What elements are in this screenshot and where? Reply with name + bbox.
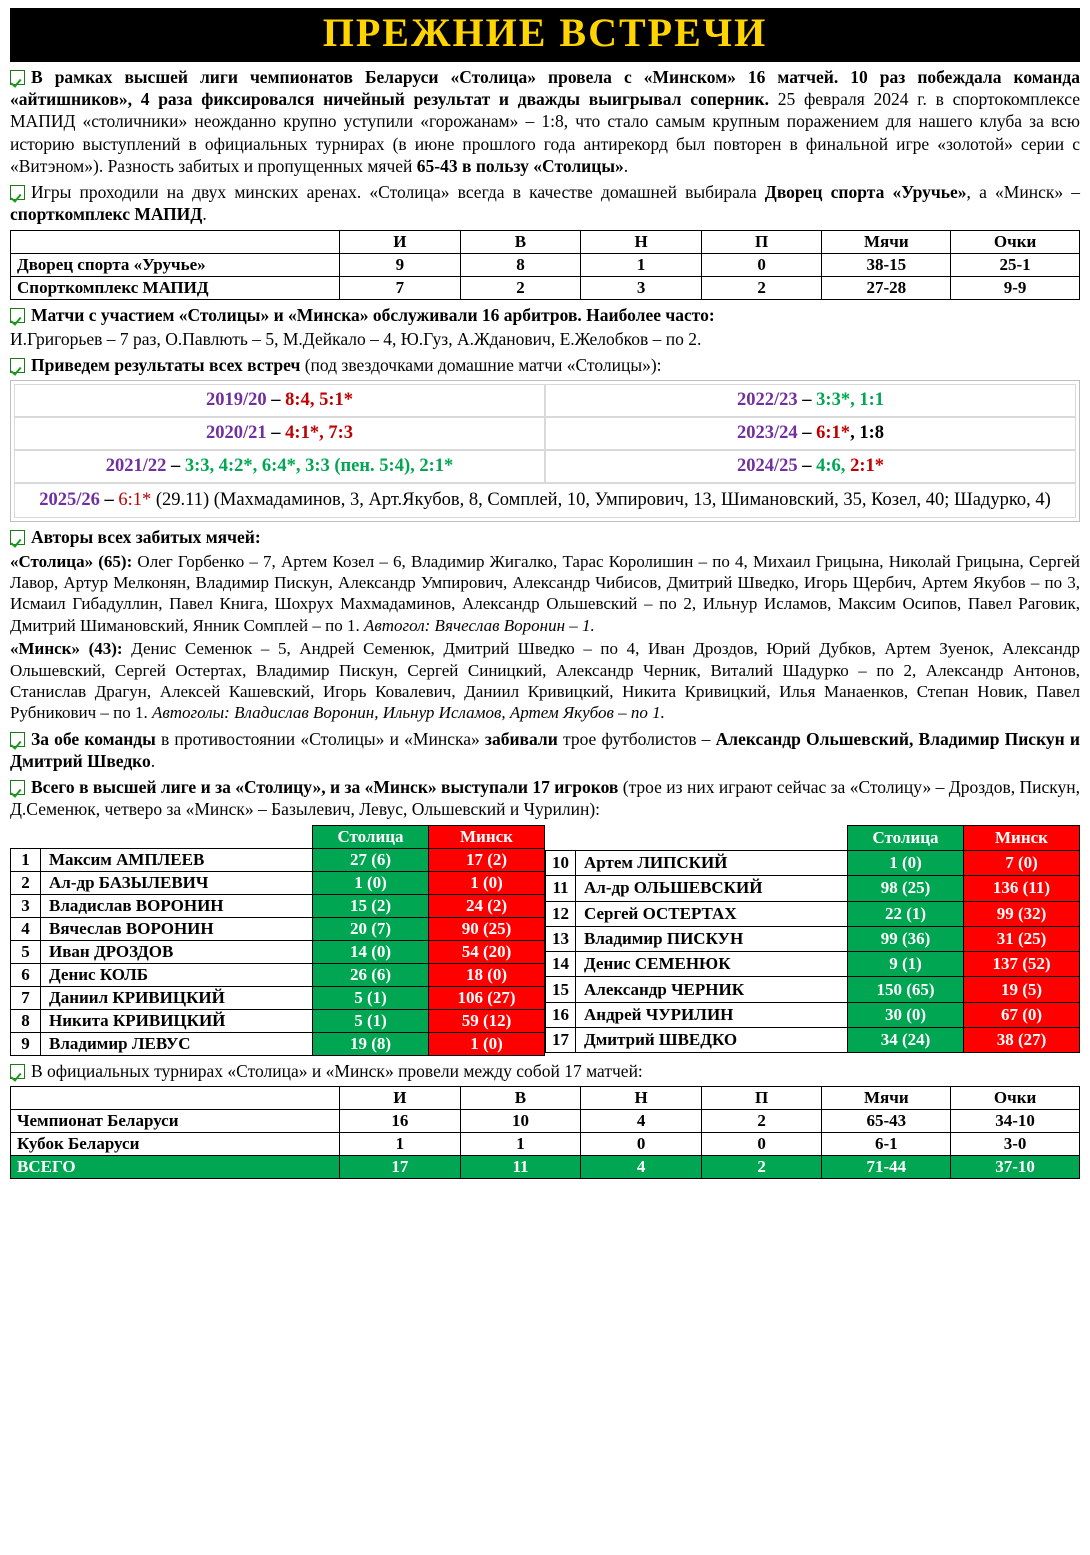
scorers-stolica-label: «Столица» (65): [10,551,133,571]
scorers-lead [10,526,1080,548]
season-dash: – [266,423,286,444]
season-note: (29.11) (Махмадаминов, 3, Арт.Якубов, 8, Сомплей, 10, Умпирович, 13, Шимановский, 35, Козел, 40; Шадурко, 4) [151,490,1051,511]
arena-cell: 7 [340,276,461,299]
player-num: 5 [11,940,41,963]
total-label: ВСЕГО [11,1155,340,1178]
season-cell-last [14,483,1076,518]
check-icon [10,780,25,795]
table-row [546,926,1080,951]
table-row [11,963,545,986]
intro-p1-bold-b: 16 матчей. 10 раз побеждала команда «айтишников», 4 раза фиксировался ничейный результат и дважды выигрывал соперник. [10,67,1080,110]
player-num: 14 [546,952,576,977]
tournament-cell: 1 [460,1132,581,1155]
player-stolica-stat: 26 (6) [313,963,429,986]
arena-cell: 38-15 [822,253,951,276]
both-teams-paragraph [10,728,1080,772]
intro-p2-a: Игры проходили на двух минских аренах. «Столица» всегда в качестве домашней выбирала [31,182,765,203]
arena-cell: 9-9 [951,276,1080,299]
table-row [546,876,1080,901]
col-header-v: В [460,230,581,253]
tournament-name: Кубок Беларуси [11,1132,340,1155]
col-header-blank [11,230,340,253]
intro-p1-tail-bold: 65-43 в пользу «Столицы» [416,155,624,176]
table-header-row [11,825,545,848]
arena-cell: 2 [701,276,822,299]
player-name: Александр ЧЕРНИК [576,977,848,1002]
tournament-cell: 1 [340,1132,461,1155]
player-minsk-stat: 1 (0) [429,1032,545,1055]
player-num: 11 [546,876,576,901]
arena-cell: 8 [460,253,581,276]
table-row-spacer [546,1053,1080,1056]
results-lead [10,354,1080,376]
scorers-minsk-label: «Минск» (43): [10,639,123,659]
season-score-green: 3:3, 4:2*, 6:4*, 3:3 (пен. 5:4), 2:1* [184,456,454,477]
season-label: 2019/20 [206,390,267,411]
season-row [14,417,1076,450]
player-minsk-stat: 31 (25) [964,926,1080,951]
intro-paragraph-1 [10,66,1080,177]
player-stolica-stat: 14 (0) [313,940,429,963]
intro-p1-tail: . [623,155,629,176]
both-teams-c: забивали [484,728,558,749]
player-name: Владимир ЛЕВУС [41,1032,313,1055]
intro-p2-d: . [202,204,207,225]
season-cell [14,384,545,417]
table-row [11,986,545,1009]
player-stolica-stat: 27 (6) [313,848,429,871]
season-cell [545,450,1076,483]
col-header-minsk: Минск [964,825,1080,850]
official-lead [10,1060,1080,1082]
table-row [546,1002,1080,1027]
season-dash: – [266,390,286,411]
total-cell: 2 [701,1155,822,1178]
player-minsk-stat: 18 (0) [429,963,545,986]
season-dash: – [797,423,817,444]
player-name: Максим АМПЛЕЕВ [41,848,313,871]
players-table-right [545,825,1080,1056]
col-header-n: Н [581,230,702,253]
col-header-n: Н [581,1086,702,1109]
table-row [11,848,545,871]
tournament-cell: 2 [701,1109,822,1132]
table-row [11,1032,545,1055]
player-stolica-stat: 9 (1) [848,952,964,977]
arena-cell: 27-28 [822,276,951,299]
scorers-stolica [10,551,1080,637]
player-name: Сергей ОСТЕРТАХ [576,901,848,926]
intro-p2-c: , а «Минск» – [966,182,1081,203]
season-label: 2023/24 [737,423,798,444]
both-teams-d: трое футболистов – [557,728,716,749]
player-num: 8 [11,1009,41,1032]
referees-list [10,328,1080,350]
player-num: 6 [11,963,41,986]
intro-p1-rest: 25 февраля 2024 г. в спортокомплексе МАПИД «столичники» неожданно крупно уступили «горожанам» – 1:8, что стало самым крупным поражением для нашего клуба за всю историю выступлений в официальных турнирах (в июне прошлого года антирекорд был повторен в финальной игре «золотой» серии с «Витэном»). Разность забитых и пропущенных мячей [10,89,1080,176]
season-score-red: 4:1*, 7:3 [285,423,353,444]
col-header-empty [11,825,41,848]
season-label: 2024/25 [737,456,798,477]
season-row [14,483,1076,518]
tournament-cell: 4 [581,1109,702,1132]
official-lead-text: В официальных турнирах «Столица» и «Минск» провели между собой 17 матчей: [31,1060,643,1081]
both-teams-e: Александр Ольшевский, Владимир Пискун и Дмитрий Шведко [10,728,1080,771]
season-dash: – [797,456,817,477]
table-row [11,276,1080,299]
both-leagues-a: Всего в высшей лиге и за «Столицу», и за «Минск» выступали 17 игроков [31,777,619,798]
results-lead-bold: Приведем результаты всех встреч [31,354,301,375]
season-label: 2020/21 [206,423,267,444]
player-stolica-stat: 34 (24) [848,1028,964,1053]
player-name: Артем ЛИПСКИЙ [576,850,848,875]
col-header-empty [41,825,313,848]
season-cell [545,417,1076,450]
season-label: 2025/26 [39,490,100,511]
intro-paragraph-2 [10,181,1080,225]
col-header-goals: Мячи [822,1086,951,1109]
both-teams-f: . [150,751,156,771]
table-row [546,901,1080,926]
table-header-row [11,1086,1080,1109]
scorers-lead-bold: Авторы всех забитых мячей: [31,527,261,548]
table-row [11,1009,545,1032]
scorers-stolica-own-goal: Автогол: Вячеслав Воронин – 1. [363,615,595,635]
tournament-cell: 34-10 [951,1109,1080,1132]
player-stolica-stat: 19 (8) [313,1032,429,1055]
player-minsk-stat: 1 (0) [429,871,545,894]
player-minsk-stat: 24 (2) [429,894,545,917]
players-tables [10,825,1080,1056]
season-score-red: 8:4, 5:1* [285,390,353,411]
table-row [11,917,545,940]
player-num: 1 [11,848,41,871]
check-icon [10,185,25,200]
season-score-green: 4:6, [816,456,851,477]
both-teams-a: За обе команды [31,728,156,749]
check-icon [10,1064,25,1079]
arena-cell: 0 [701,253,822,276]
col-header-points: Очки [951,1086,1080,1109]
scorers-minsk [10,638,1080,724]
season-label: 2022/23 [737,390,798,411]
col-header-stolica: Столица [313,825,429,848]
official-table [10,1086,1080,1179]
season-score-red: 2:1* [850,456,884,477]
col-header-empty [576,825,848,850]
both-leagues-paragraph [10,776,1080,820]
player-minsk-stat: 99 (32) [964,901,1080,926]
player-minsk-stat: 7 (0) [964,850,1080,875]
table-row [11,894,545,917]
scorers-minsk-text: Денис Семенюк – 5, Андрей Семенюк, Дмитрий Шведко – по 4, Иван Дроздов, Юрий Дубков, Артем Зуенок, Александр Ольшевский, Сергей Остертах, Владимир Пискун, Сергей Синицкий, Александр Черник, Виталий Шадурко – по 2, Александр Антонов, Станислав Драгун, Алексей Кашевский, Игорь Ковалевич, Даниил Кривицкий, Никита Кривицкий, Илья Манаенков, Степан Новик, Павел Рубникович – по 1. [10,639,1080,723]
player-minsk-stat: 17 (2) [429,848,545,871]
table-row [546,850,1080,875]
arenas-table [10,230,1080,300]
player-name: Никита КРИВИЦКИЙ [41,1009,313,1032]
season-dash: – [99,490,119,511]
tournament-cell: 0 [701,1132,822,1155]
col-header-i: И [340,230,461,253]
tournament-name: Чемпионат Беларуси [11,1109,340,1132]
player-minsk-stat: 67 (0) [964,1002,1080,1027]
player-stolica-stat: 150 (65) [848,977,964,1002]
season-dash: – [166,456,185,477]
player-name: Иван ДРОЗДОВ [41,940,313,963]
table-row [11,940,545,963]
arena-cell: 9 [340,253,461,276]
referees-paragraph [10,304,1080,326]
player-name: Владимир ПИСКУН [576,926,848,951]
check-icon [10,732,25,747]
check-icon [10,530,25,545]
col-header-p: П [701,230,822,253]
season-label: 2021/22 [105,456,167,477]
player-stolica-stat: 5 (1) [313,986,429,1009]
season-score-tail: , 1:8 [850,423,884,444]
col-header-v: В [460,1086,581,1109]
total-cell: 37-10 [951,1155,1080,1178]
player-stolica-stat: 99 (36) [848,926,964,951]
intro-p2-arena2: спорткомплекс МАПИД [10,204,203,225]
col-header-points: Очки [951,230,1080,253]
player-minsk-stat: 106 (27) [429,986,545,1009]
player-stolica-stat: 1 (0) [313,871,429,894]
col-header-empty [546,825,576,850]
player-name: Денис СЕМЕНЮК [576,952,848,977]
results-lead-rest: (под звездочками домашние матчи «Столицы»): [300,354,662,375]
season-row [14,384,1076,417]
season-score-red: 6:1* [816,423,851,444]
season-cell [545,384,1076,417]
player-num: 17 [546,1028,576,1053]
table-row [11,1132,1080,1155]
players-table-left [10,825,545,1056]
arena-cell: 3 [581,276,702,299]
player-stolica-stat: 98 (25) [848,876,964,901]
col-header-i: И [340,1086,461,1109]
player-stolica-stat: 1 (0) [848,850,964,875]
col-header-blank [11,1086,340,1109]
tournament-cell: 0 [581,1132,702,1155]
total-cell: 71-44 [822,1155,951,1178]
player-num: 4 [11,917,41,940]
player-num: 13 [546,926,576,951]
player-minsk-stat: 137 (52) [964,952,1080,977]
table-row [546,952,1080,977]
table-row [11,871,545,894]
check-icon [10,308,25,323]
table-row [11,253,1080,276]
col-header-stolica: Столица [848,825,964,850]
arena-name: Дворец спорта «Уручье» [11,253,340,276]
arena-cell: 2 [460,276,581,299]
total-cell: 4 [581,1155,702,1178]
table-row [11,1109,1080,1132]
player-minsk-stat: 59 (12) [429,1009,545,1032]
season-score-red: 6:1* [118,490,152,511]
page-title-bar [10,8,1080,62]
player-name: Денис КОЛБ [41,963,313,986]
both-leagues-b: (трое из них играют сейчас за «Столицу» – Дроздов, Пискун, Д.Семенюк, четверо за «Минск» – Базылевич, Левус, Ольшевский и Чурилин): [10,777,1080,820]
player-num: 9 [11,1032,41,1055]
season-cell [14,417,545,450]
tournament-cell: 6-1 [822,1132,951,1155]
spacer-cell [576,1053,848,1056]
player-minsk-stat: 90 (25) [429,917,545,940]
total-cell: 17 [340,1155,461,1178]
page-title: ПРЕЖНИЕ ВСТРЕЧИ [322,10,768,55]
player-name: Даниил КРИВИЦКИЙ [41,986,313,1009]
spacer-cell [546,1053,576,1056]
player-name: Дмитрий ШВЕДКО [576,1028,848,1053]
player-stolica-stat: 5 (1) [313,1009,429,1032]
col-header-minsk: Минск [429,825,545,848]
table-header-row [11,230,1080,253]
tournament-cell: 10 [460,1109,581,1132]
col-header-p: П [701,1086,822,1109]
arena-name: Спорткомплекс МАПИД [11,276,340,299]
table-header-row [546,825,1080,850]
scorers-stolica-text: Олег Горбенко – 7, Артем Козел – 6, Владимир Жигалко, Тарас Королишин – по 4, Михаил Грицына, Николай Грицына, Сергей Лавор, Артур Мелконян, Владимир Пискун, Александр Умпирович, Александр Чибисов, Дмитрий Шведко, Игорь Щербич, Артем Якубов – по 3, Исмаил Гибадуллин, Павел Книга, Шохрух Махмадаминов, Александр Ольшевский – по 2, Ильнур Исламов, Максим Осипов, Павел Раговик, Дмитрий Шимановский, Янник Сомплей – по 1. [10,551,1080,635]
season-results-block [10,380,1080,522]
player-num: 2 [11,871,41,894]
both-teams-b: в противостоянии «Столицы» и «Минска» [155,728,485,749]
tournament-cell: 16 [340,1109,461,1132]
player-num: 10 [546,850,576,875]
check-icon [10,358,25,373]
player-minsk-stat: 19 (5) [964,977,1080,1002]
check-icon [10,70,25,85]
season-row [14,450,1076,483]
tournament-cell: 3-0 [951,1132,1080,1155]
table-total-row [11,1155,1080,1178]
player-num: 16 [546,1002,576,1027]
intro-p2-arena1: Дворец спорта «Уручье» [764,182,967,203]
player-stolica-stat: 30 (0) [848,1002,964,1027]
season-score-green: 3:3*, 1:1 [816,390,884,411]
season-dash: – [797,390,817,411]
player-num: 15 [546,977,576,1002]
referees-text: И.Григорьев – 7 раз, О.Павлють – 5, М.Дейкало – 4, Ю.Гуз, А.Жданович, Е.Желобков – по 2. [10,328,702,349]
spacer-cell [848,1053,964,1056]
player-minsk-stat: 54 (20) [429,940,545,963]
player-name: Ал-др ОЛЬШЕВСКИЙ [576,876,848,901]
table-row [546,1028,1080,1053]
player-name: Ал-др БАЗЫЛЕВИЧ [41,871,313,894]
player-num: 12 [546,901,576,926]
table-row [546,977,1080,1002]
player-stolica-stat: 15 (2) [313,894,429,917]
referees-lead: Матчи с участием «Столицы» и «Минска» обслуживали 16 арбитров. Наиболее часто: [31,304,715,325]
total-cell: 11 [460,1155,581,1178]
player-stolica-stat: 22 (1) [848,901,964,926]
scorers-minsk-own-goals: Автоголы: Владислав Воронин, Ильнур Исламов, Артем Якубов – по 1. [152,703,665,723]
player-name: Вячеслав ВОРОНИН [41,917,313,940]
player-minsk-stat: 136 (11) [964,876,1080,901]
player-num: 7 [11,986,41,1009]
arena-cell: 25-1 [951,253,1080,276]
player-name: Владислав ВОРОНИН [41,894,313,917]
player-name: Андрей ЧУРИЛИН [576,1002,848,1027]
arena-cell: 1 [581,253,702,276]
player-stolica-stat: 20 (7) [313,917,429,940]
season-cell [14,450,545,483]
col-header-goals: Мячи [822,230,951,253]
spacer-cell [964,1053,1080,1056]
tournament-cell: 65-43 [822,1109,951,1132]
player-minsk-stat: 38 (27) [964,1028,1080,1053]
player-num: 3 [11,894,41,917]
intro-p1-bold-a: В рамках высшей лиги чемпионатов Беларуси «Столица» провела с «Минском» [31,67,748,87]
